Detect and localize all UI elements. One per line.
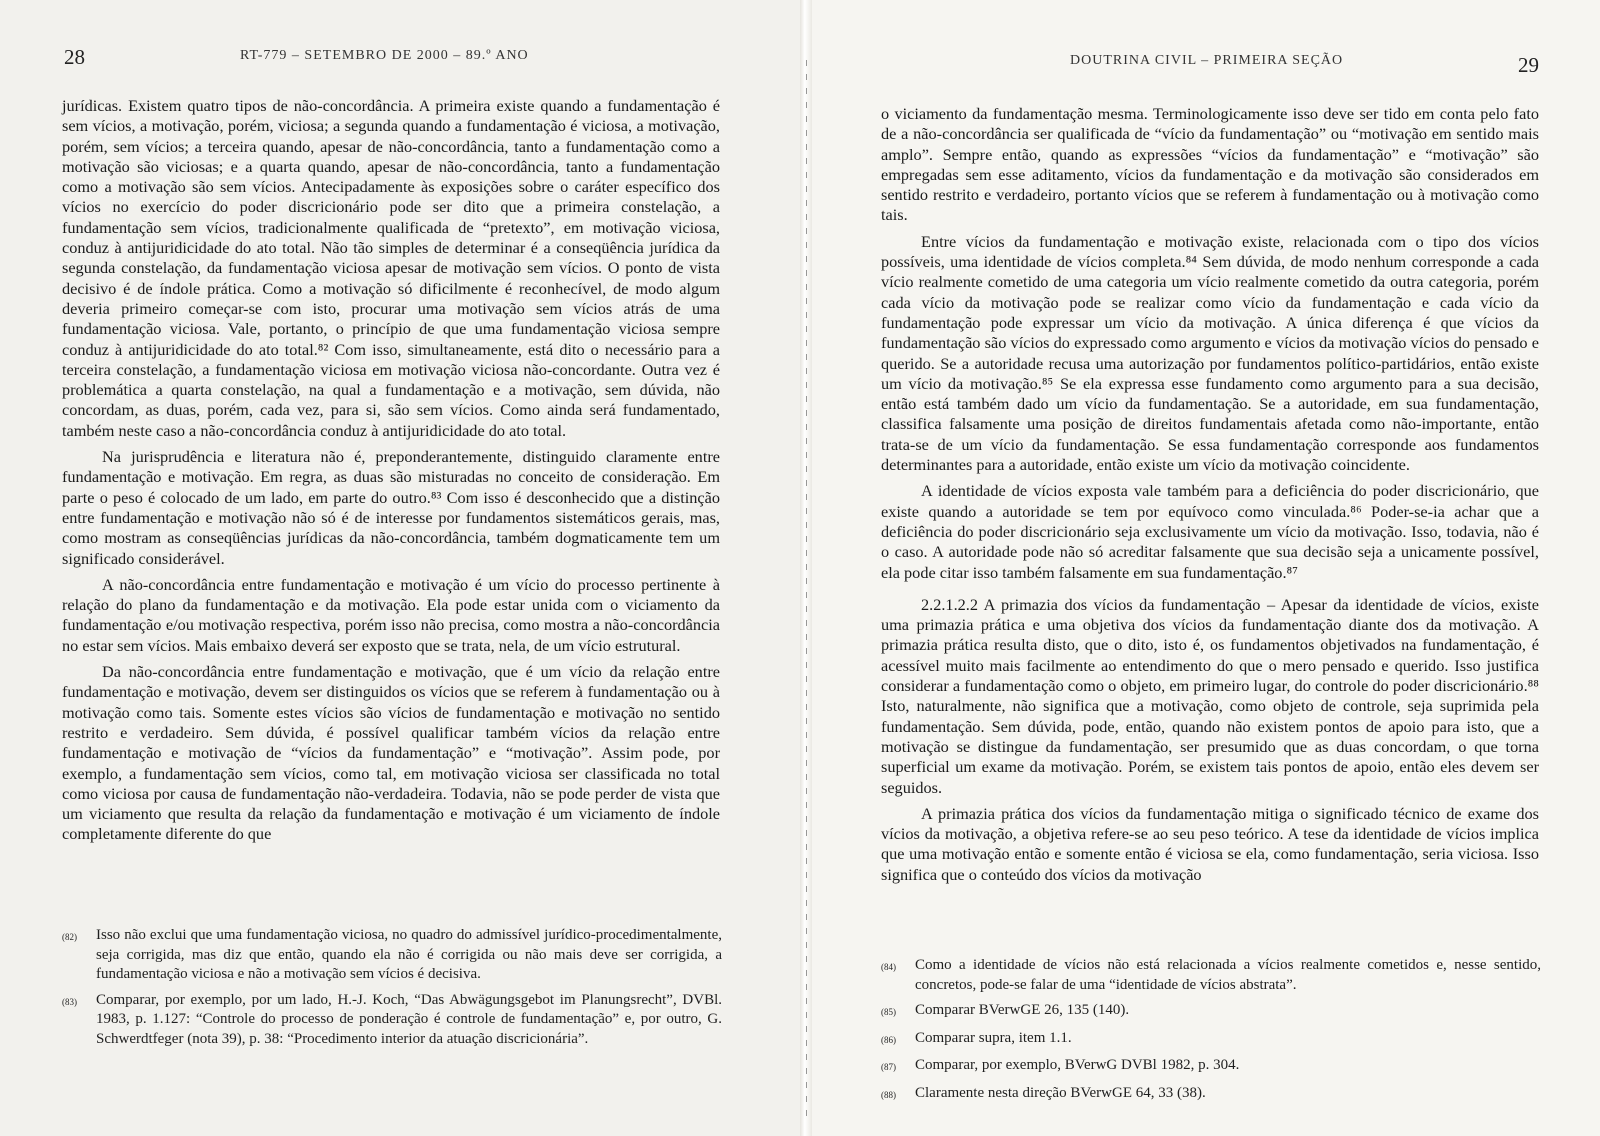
- paragraph: A não-concordância entre fundamentação e motivação é um vício do processo pertinente à relação do plano da fundamentação e da motivação. Ela pode estar unida com o viciamento da fundamentação e/ou motivação respectiva, porém isso não precisa, como mostra a não-concordância no estar sem vícios. Mais embaixo deverá ser exposto que se trata, nela, de um vício estrutural.: [62, 574, 720, 655]
- page-number-left: 28: [64, 45, 85, 69]
- footnote: [881, 1029, 1541, 1051]
- paragraph: A primazia prática dos vícios da fundamentação mitiga o significado técnico de exame dos vícios da motivação, a objetiva refere-se ao seu peso teórico. A tese da identidade de vícios implica que uma motivação então e somente então é viciosa se ela, como fundamentação, seria viciosa. Isso significa que o conteúdo dos vícios da motivação: [881, 803, 1539, 884]
- paragraph: A identidade de vícios exposta vale também para a deficiência do poder discricionário, que existe quando a autoridade se tem por equívoco como vinculada.⁸⁶ Poder-se-ia achar que a deficiência do poder discricionário seja exclusivamente um vício da motivação. Isso, todavia, não é o caso. A autoridade pode não só acreditar falsamente que sua decisão seja a unicamente possível, ela pode citar isso também falsamente em sua fundamentação.⁸⁷: [881, 481, 1539, 582]
- right-body: [881, 104, 1539, 891]
- right-page: [812, 0, 1600, 1136]
- footnote: [881, 956, 1541, 995]
- footnote: [62, 926, 722, 985]
- paragraph: o viciamento da fundamentação mesma. Terminologicamente isso deve ser tido em conta pelo fato de a não-concordância ser qualificada de “vício da fundamentação” ou “motivação em sentido mais amplo”. Sempre então, quando as expressões “vícios da fundamentação” e “motivação” são empregadas sem esse aditamento, vícios da fundamentação e da motivação são considerados em sentido restrito e verdadeiro, portanto vícios que se referem à fundamentação ou à motivação como tais.: [881, 104, 1539, 225]
- footnote-mark: (83): [62, 996, 77, 1007]
- footnote-text: Comparar BVerwGE 26, 135 (140).: [915, 1002, 1130, 1018]
- footnote: [881, 1084, 1541, 1106]
- paragraph: Na jurisprudência e literatura não é, preponderantemente, distinguido claramente entre fundamentação e motivação. Em regra, as duas são misturadas no conceito de consideração. Em parte o peso é colocado de um lado, em parte do outro.⁸³ Com isso é desconhecido que a distinção entre fundamentação e motivação não só é de interesse por fundamentos sistemáticos gerais, mas, como mostram as conseqüências jurídicas da não-concordância, também dogmaticamente tem um significado considerável.: [62, 447, 720, 568]
- left-body: [62, 96, 720, 851]
- footnote-text: Como a identidade de vícios não está relacionada a vícios realmente cometidos e, nesse sentido, concretos, pode-se falar de uma “identidade de vícios abstrata”.: [915, 957, 1541, 993]
- footnote-text: Comparar, por exemplo, BVerwG DVBl 1982, p. 304.: [915, 1057, 1240, 1073]
- left-footnotes: [62, 926, 722, 1055]
- footnote-mark: (87): [881, 1062, 896, 1072]
- footnote-text: Claramente nesta direção BVerwGE 64, 33 (38).: [915, 1084, 1206, 1101]
- running-header-left: RT-779 – SETEMBRO DE 2000 – 89.º ANO: [240, 48, 529, 63]
- right-footnotes: [881, 956, 1541, 1111]
- footnote: [881, 1056, 1541, 1078]
- footnote-mark: (82): [62, 932, 77, 942]
- page-number-right: 29: [1518, 53, 1539, 77]
- footnote-mark: (86): [881, 1034, 896, 1045]
- paragraph: jurídicas. Existem quatro tipos de não-concordância. A primeira existe quando a fundamentação é sem vícios, a motivação, porém, viciosa; a segunda quando a fundamentação é viciosa, a motivação, porém, sem vícios; a terceira quando, apesar de não-concordância, tanto a fundamentação como a motivação são viciosas; e a quarta quando, apesar de não-concordância, tanto a fundamentação como a motivação são sem vícios. Antecipadamente às exposições sobre o caráter específico dos vícios no exercício do poder discricionário pode ser dito que a primeira constelação, a fundamentação sem vícios, tradicionalmente qualificada de “pretexto”, em motivação viciosa, conduz à antijuridicidade do ato total. Não tão simples de determinar é a conseqüência jurídica da segunda constelação, da fundamentação viciosa apesar de motivação sem vícios. O ponto de vista decisivo é de índole prática. Como a motivação só dificilmente é reconhecível, de modo algum deveria primeiro começar-se com isto, procurar uma motivação sem vícios atrás de uma fundamentação viciosa. Vale, portanto, o princípio de que uma fundamentação viciosa sempre conduz à antijuridicidade do ato total.⁸² Com isso, simultaneamente, está dito o necessário para a terceira constelação, a fundamentação viciosa em motivação viciosa não-concordante. Outra vez é problemática a quarta constelação, na qual a fundamentação e a motivação, sem dúvida, não concordam, as duas, porém, cada vez, para si, são sem vícios. Como ainda será fundamentado, também neste caso a não-concordância conduz à antijuridicidade do ato total.: [62, 96, 720, 440]
- running-header-right: DOUTRINA CIVIL – PRIMEIRA SEÇÃO: [1070, 53, 1344, 68]
- footnote: [881, 1001, 1541, 1023]
- footnote-text: Isso não exclui que uma fundamentação viciosa, no quadro do admissível jurídico-procedimentalmente, seja corrigida, mas diz que então, quando ela não é corrigida ou não mais deve ser corrigida, a fundamentação viciosa e não a motivação sem vícios é decisiva.: [96, 927, 722, 982]
- paragraph: Da não-concordância entre fundamentação e motivação, que é um vício da relação entre fundamentação e motivação, devem ser distinguidos os vícios que se referem à fundamentação ou à motivação como tais. Somente estes vícios são vícios de fundamentação e motivação no sentido restrito e verdadeiro. Sem dúvida, é possível qualificar também vícios da relação entre fundamentação e motivação de “vícios da fundamentação” e “motivação”. Assim pode, por exemplo, a fundamentação sem vícios, como tal, em motivação viciosa ser classificada no total como viciosa por causa de fundamentação não-verdadeira. Todavia, não se pode perder de vista que um viciamento que resulta da relação da fundamentação e motivação é um viciamento de índole completamente diferente do que: [62, 662, 720, 844]
- footnote: [62, 991, 722, 1050]
- gutter-shadow-line: [806, 60, 807, 1120]
- paragraph: Entre vícios da fundamentação e motivação existe, relacionada com o tipo dos vícios possíveis, uma identidade de vícios completa.⁸⁴ Sem dúvida, de modo nenhum corresponde a cada vício realmente cometido de uma categoria um vício realmente cometido da outra categoria, porém cada vício da motivação pode se realizar como vício da fundamentação e cada vício da fundamentação pode expressar um vício da motivação. A única diferença é que vícios da fundamentação são vícios do expressado como argumento e vícios da motivação vícios do pensado e querido. Se a autoridade recusa uma autorização por fundamentos político-partidários, então existe um vício da motivação.⁸⁵ Se ela expressa esse fundamento como argumento para a sua decisão, então está também dado um vício da fundamentação. Se a autoridade, em sua fundamentação, classifica falsamente uma posição de direitos fundamentais afetada como não-importante, então trata-se de um vício da fundamentação. Se essa fundamentação corresponde aos fundamentos determinantes para a autoridade, então existe um vício da motivação coincidente.: [881, 231, 1539, 475]
- footnote-mark: (88): [881, 1089, 896, 1100]
- footnote-text: Comparar supra, item 1.1.: [915, 1029, 1072, 1046]
- footnote-text: Comparar, por exemplo, por um lado, H.-J. Koch, “Das Abwägungsgebot im Planungsrecht”, DVBl. 1983, p. 1.127: “Controle do processo de ponderação é controle de fundamentação” e, por outro, G. Schwerdtfeger (nota 39), p. 38: “Procedimento interior da atuação discricionária”.: [96, 991, 722, 1047]
- footnote-mark: (85): [881, 1007, 896, 1017]
- footnote-mark: (84): [881, 962, 896, 972]
- section-paragraph: 2.2.1.2.2 A primazia dos vícios da fundamentação – Apesar da identidade de vícios, existe uma primazia prática e uma objetiva dos vícios da fundamentação diante dos da motivação. A primazia prática resulta disto, que o dito, isto é, os fundamentos objetivados na fundamentação, é acessível muito mais facilmente ao entendimento do que o mero pensado e querido. Isso justifica considerar a fundamentação como o objeto, em primeiro lugar, do controle do poder discricionário.⁸⁸ Isto, naturalmente, não significa que a motivação, como objeto de controle, seja suprimida pela fundamentação. Sem dúvida, pode, então, quando não existem pontos de apoio para isto, que a motivação se distingue da fundamentação, ser presumido que as duas concordam, o que torna superficial um exame da motivação. Porém, se existem tais pontos de apoio, então eles devem ser seguidos.: [881, 594, 1539, 797]
